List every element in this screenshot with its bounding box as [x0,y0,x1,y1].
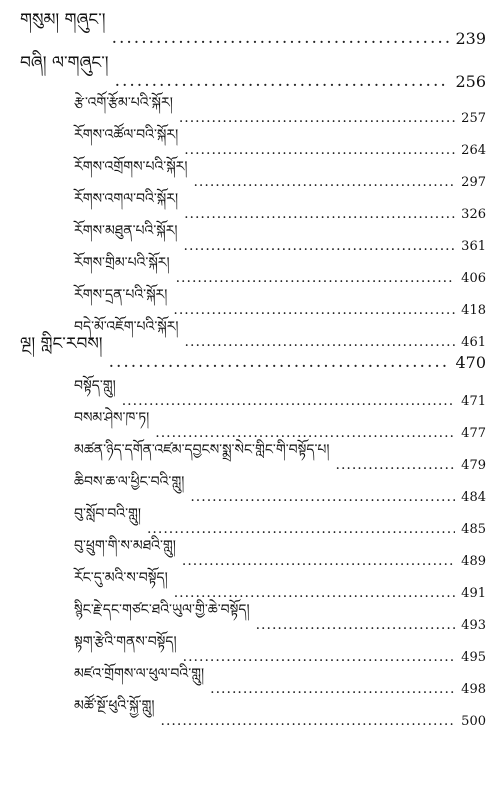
entry-title: བུ་ཕྲུག་གི་ས་མཐའི་གླུ། [74,538,176,554]
dot-leader [336,457,456,473]
entry-title: སྙིང་རྗེ་དང་གཙང་ཐའི་ཡུལ་གྱི་ཆེ་བསྟོད། [74,602,250,618]
entry-page-number: 471 [461,394,486,409]
entry-title: རྩེ་འགོ་རྩོམ་པའི་སྐོར། [74,95,173,111]
entry-page-number: 491 [461,586,486,601]
dot-leader [173,302,455,318]
dot-leader [109,352,450,372]
entry-title: རོགས་མཐུན་པའི་སྐོར། [74,223,178,239]
entry-page-number: 479 [461,458,486,473]
entry-page-number: 418 [461,303,486,318]
entry-title: རོགས་དྲན་པའི་སྐོར། [74,287,168,303]
entry-page-number: 477 [461,426,486,441]
entry-page-number: 264 [461,143,486,158]
entry-title: མཚན་ཉིད་དགོན་འཛམ་དབྱངས་སྨྲ་སེང་གླིང་གི་བསྟོད་པ། [74,442,330,458]
dot-leader [210,681,455,697]
dot-leader [182,553,455,569]
entry-title: ཆིབས་ཆ་ལ་ཕྱིང་བའི་གླུ། [74,474,185,490]
dot-leader [190,489,455,505]
dot-leader [112,28,450,48]
entry-title: ལྔ། གླིང་རབས། [20,334,103,354]
entry-title: རོགས་འགྲོགས་པའི་སྐོར། [74,159,188,175]
entry-page-number: 470 [455,353,486,372]
dot-leader [147,521,455,537]
entry-title: རོང་དུ་མའི་ས་བསྟོད། [74,570,168,586]
entry-page-number: 297 [461,175,486,190]
entry-page-number: 498 [461,682,486,697]
entry-title: རོགས་འགལ་བའི་སྐོར། [74,191,179,207]
entry-title: མཚོ་སྔོ་ཕུའི་སྐྱོ་གླུ། [74,698,155,714]
dot-leader [193,174,455,190]
dot-leader [184,142,455,158]
entry-page-number: 489 [461,554,486,569]
entry-page-number: 406 [461,271,486,286]
dot-leader [183,649,456,665]
dot-leader [179,110,455,126]
entry-title: བསྟོད་གླུ། [74,378,116,394]
entry-page-number: 326 [461,207,486,222]
entry-page-number: 257 [461,111,486,126]
dot-leader [176,270,456,286]
entry-page-number: 495 [461,650,486,665]
entry-page-number: 485 [461,522,486,537]
entry-title: རོགས་གྲིམ་པའི་སྐོར། [74,255,170,271]
dot-leader [122,393,455,409]
dot-leader [184,238,456,254]
entry-page-number: 239 [455,29,486,48]
dot-leader [256,617,456,633]
entry-title: བདེ་མོ་འཇོག་པའི་སྐོར། [74,319,179,335]
entry-page-number: 256 [455,72,486,91]
entry-title: བསམ་ཤེས་ཁ་ཏ། [74,410,150,426]
dot-leader [184,206,455,222]
entry-title: གསུམ། གཞུང་། [20,10,106,30]
entry-title: བུ་སློབ་བའི་གླུ། [74,506,141,522]
dot-leader [161,713,456,729]
toc-entry [74,698,486,729]
entry-page-number: 493 [461,618,486,633]
entry-title: མཛའ་གྲོགས་ལ་ཕུལ་བའི་གླུ། [74,666,205,682]
entry-title: བཞི། ལ་གཞུང་། [20,53,109,73]
entry-page-number: 461 [461,335,486,350]
entry-page-number: 500 [461,714,486,729]
entry-title: སྟག་རྩེའི་གནས་བསྟོད། [74,634,177,650]
entry-title: རོགས་འཚོལ་བའི་སྐོར། [74,127,179,143]
entry-page-number: 361 [461,239,486,254]
entry-page-number: 484 [461,490,486,505]
